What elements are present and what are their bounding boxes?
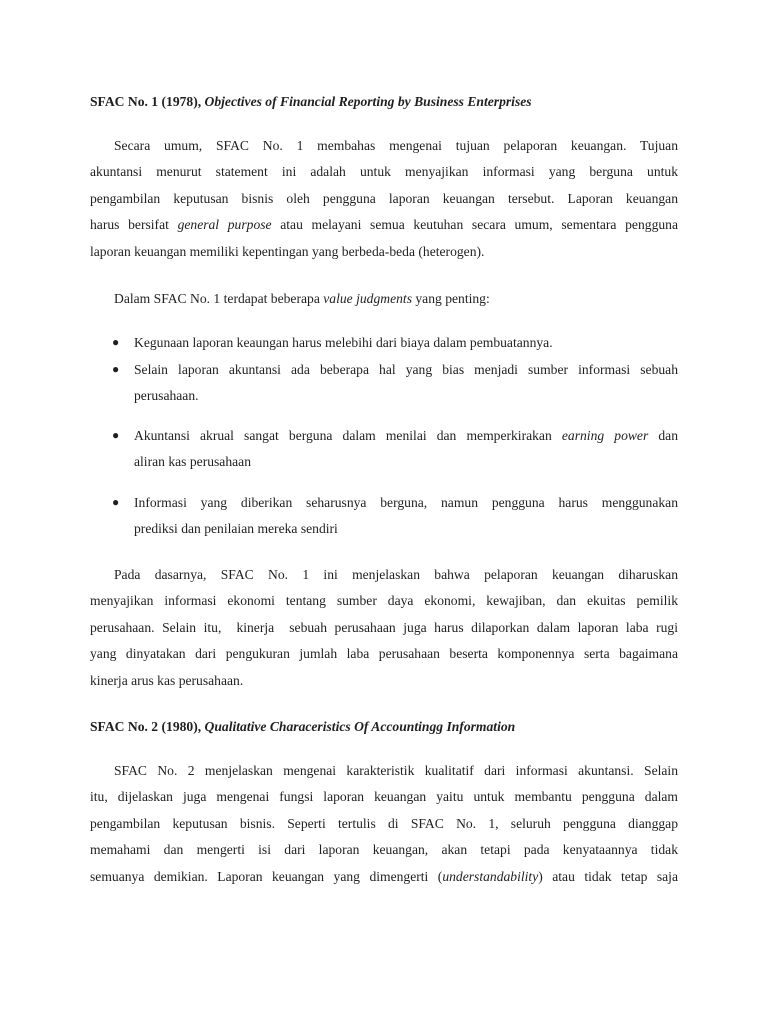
sfac1-p1-line-2: akuntansi menurut statement ini adalah untuk menyajikan informasi yang berguna untuk (90, 164, 678, 180)
sfac1-paragraph-3 (90, 562, 678, 694)
bullet-icon: ● (112, 495, 120, 509)
sfac1-heading (90, 94, 678, 110)
bullet-3-line-2: aliran kas perusahaan (134, 454, 252, 470)
bullet-4-line-1: Informasi yang diberikan seharusnya berguna, namun pengguna harus menggunakan (134, 495, 678, 510)
sfac1-p3-line-4: yang dinyatakan dari pengukuran jumlah laba perusahaan beserta komponennya serta bagaimana (90, 646, 678, 662)
sfac2-p1-line-3: pengambilan keputusan bisnis. Seperti tertulis di SFAC No. 1, seluruh pengguna dianggap (90, 815, 678, 831)
sfac1-p1-line-3: pengambilan keputusan bisnis oleh pengguna laporan keuangan tersebut. Laporan keuangan (90, 190, 678, 206)
sfac1-p2-value-judgments: value judgments (323, 291, 412, 306)
bullet-2-line-2: perusahaan. (134, 388, 199, 404)
sfac2-p1-line-5-pre: semuanya demikian. Laporan keuangan yang dimengerti ( (90, 868, 443, 884)
bullet-icon: ● (112, 335, 120, 349)
sfac1-p2-post: yang penting: (411, 291, 490, 306)
sfac2-paragraph-1 (90, 758, 678, 890)
bullet-4-line-2: prediksi dan penilaian mereka sendiri (134, 521, 338, 537)
sfac2-p1-understandability: understandability (442, 868, 539, 884)
sfac2-p1-line-5 (90, 864, 678, 890)
sfac1-paragraph-2 (90, 286, 678, 312)
bullet-2-line-1: Selain laporan akuntansi ada beberapa hal yang bias menjadi sumber informasi sebuah (134, 362, 678, 377)
sfac1-p1-line-5: laporan keuangan memiliki kepentingan yang berbeda-beda (heterogen). (90, 243, 485, 259)
bullet-icon: ● (112, 362, 120, 376)
sfac1-p3-line-5: kinerja arus kas perusahaan. (90, 672, 244, 688)
bullet-icon: ● (112, 428, 120, 442)
sfac1-paragraph-1 (90, 133, 678, 265)
sfac1-p1-general-purpose: general purpose (177, 217, 272, 233)
sfac1-p1-line-4 (90, 212, 678, 238)
list-item (90, 423, 678, 476)
sfac1-heading-title: Objectives of Financial Reporting by Business Enterprises (204, 94, 532, 109)
bullet-3-post: dan (648, 428, 678, 443)
sfac1-p1-line-1: Secara umum, SFAC No. 1 membahas mengenai tujuan pelaporan keuangan. Tujuan (114, 138, 678, 153)
sfac1-p1-line-4-pre: harus bersifat (90, 217, 178, 233)
sfac1-p3-line-2: menyajikan informasi ekonomi tentang sumber daya ekonomi, kewajiban, dan ekuitas pemilik (90, 593, 678, 609)
sfac2-p1-line-1: SFAC No. 2 menjelaskan mengenai karakteristik kualitatif dari informasi akuntansi. Selain (114, 763, 678, 778)
sfac1-p1-line-4-post: atau melayani semua keutuhan secara umum, sementara pengguna (271, 217, 678, 233)
sfac1-p3-line-1: Pada dasarnya, SFAC No. 1 ini menjelaskan bahwa pelaporan keuangan diharuskan (114, 567, 678, 582)
sfac2-heading-prefix: SFAC No. 2 (1980), (90, 719, 205, 734)
sfac2-p1-line-2: itu, dijelaskan juga mengenai fungsi laporan keuangan yaitu untuk membantu pengguna dalam (90, 789, 678, 805)
sfac2-heading-title: Qualitative Characeristics Of Accountingg Information (204, 719, 516, 734)
sfac1-heading-prefix: SFAC No. 1 (1978), (90, 94, 205, 109)
list-item (90, 330, 678, 356)
list-item (90, 357, 678, 410)
bullet-3-pre: Akuntansi akrual sangat berguna dalam menilai dan memperkirakan (134, 428, 562, 443)
bullet-3-line-1 (134, 423, 678, 449)
sfac2-p1-line-4: memahami dan mengerti isi dari laporan keuangan, akan tetapi pada kenyataannya tidak (90, 842, 678, 858)
sfac2-heading (90, 719, 678, 735)
bullet-3-earning-power: earning power (561, 428, 649, 443)
sfac1-p2-pre: Dalam SFAC No. 1 terdapat beberapa (114, 291, 324, 306)
sfac1-p3-line-3: perusahaan. Selain itu, kinerja sebuah perusahaan juga harus dilaporkan dalam laporan laba rugi (90, 619, 678, 635)
list-item (90, 490, 678, 543)
bullet-1-text: Kegunaan laporan keaungan harus melebihi dari biaya dalam pembuatannya. (134, 335, 553, 350)
sfac2-p1-line-5-post: ) atau tidak tetap saja (538, 868, 678, 884)
sfac1-p2-line (90, 286, 678, 312)
